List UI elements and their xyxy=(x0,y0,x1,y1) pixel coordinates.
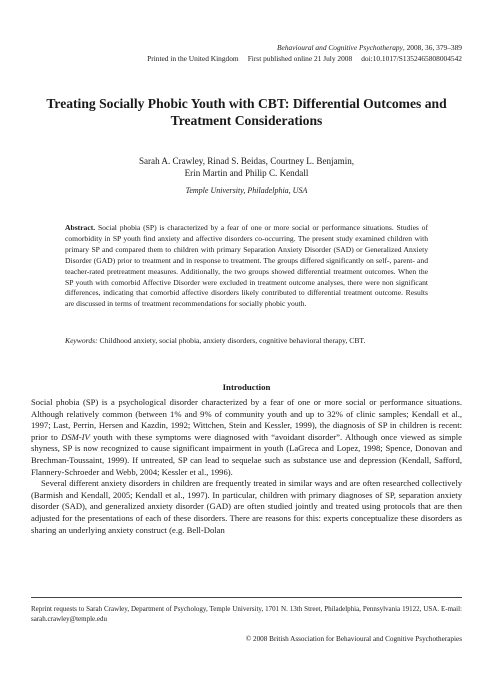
first-published: First published online 21 July 2008 xyxy=(247,54,353,63)
abstract-label: Abstract. xyxy=(65,223,96,232)
introduction-body xyxy=(31,397,462,536)
doi: doi:10.1017/S1352465808004542 xyxy=(361,54,462,63)
journal-citation xyxy=(277,43,462,53)
section-heading-introduction: Introduction xyxy=(222,382,271,392)
keywords xyxy=(65,336,428,347)
paragraph-1-text-b: youth with these symptoms were diagnosed with “avoidant disorder”. Although once viewed as simple shyness, SP is now recognized to cause significant impairment in youth (LaGreca and Lopez, 1998; Spence, Donovan and Brechman-Toussaint, 1999). If untreated, SP can lead to sequelae such as substance use and depression (Kendall, Safford, Flannery-Schroeder and Webb, 2004; Kessler et al., 1996). xyxy=(31,431,462,477)
article-title: Treating Socially Phobic Youth with CBT: Differential Outcomes and Treatment Considerations xyxy=(46,96,447,128)
abstract-text: Social phobia (SP) is characterized by a fear of one or more social or performance situations. Studies of comorbidity in SP youth find anxiety and affective disorders co-occurring. The present study examined children with primary SP and compared them to children with primary Separation Anxiety Disorder (SAD) or Generalized Anxiety Disorder (GAD) prior to treatment and in response to treatment. The groups differed significantly on self-, parent- and teacher-rated pretreatment measures. Additionally, the two groups showed differential treatment outcomes. When the SP youth with comorbid Affective Disorder were excluded in treatment outcome analyses, there were non significant differences, indicating that comorbid affective disorders likely contributed to differential treatment outcome. Results are discussed in terms of treatment recommendations for socially phobic youth. xyxy=(65,223,428,309)
journal-name: Behavioural and Cognitive Psychotherapy xyxy=(277,43,403,52)
authors-line-1: Sarah A. Crawley, Rinad S. Beidas, Courtney L. Benjamin, xyxy=(138,156,355,166)
reprint-footnote: Reprint requests to Sarah Crawley, Department of Psychology, Temple University, 1701 N. 13th Street, Philadelphia, Pennsylvania 19122, USA. E-mail: sarah.crawley@temple.edu xyxy=(31,605,462,623)
paragraph-1 xyxy=(31,397,462,478)
paragraph-2: Several different anxiety disorders in children are frequently treated in similar ways and are often researched collectively (Barmish and Kendall, 2005; Kendall et al., 1997). In particular, children with primary diagnoses of SP, separation anxiety disorder (SAD), and generalized anxiety disorder (GAD) are often studied jointly and treated using protocols that are then adjusted for the presentations of each of these disorders. There are reasons for this: experts conceptualize these disorders as sharing an underlying anxiety construct (e.g. Bell-Dolan xyxy=(31,478,462,535)
printed-in: Printed in the United Kingdom xyxy=(147,54,239,63)
footnote-rule xyxy=(31,597,462,598)
keywords-text: Childhood anxiety, social phobia, anxiety disorders, cognitive behavioral therapy, CBT. xyxy=(97,336,366,345)
keywords-label: Keywords: xyxy=(65,336,98,345)
copyright: © 2008 British Association for Behavioural and Cognitive Psychotherapies xyxy=(245,635,462,643)
abstract xyxy=(65,223,428,310)
authors xyxy=(40,155,453,179)
paragraph-1-text-a: Social phobia (SP) is a psychological disorder characterized by a fear of one or more social or performance situations. Although relatively common (between 1% and 9% of community youth and up to 32% of clinic samples; Kendall et al., 1997; Last, Perrin, Hersen and Kazdin, 1992; Wittchen, Stein and Kessler, 1999), the diagnosis of SP in children is recent: prior to xyxy=(31,397,462,442)
publication-info xyxy=(147,54,462,64)
dsm-iv: DSM-IV xyxy=(61,431,90,442)
authors-line-2: Erin Martin and Philip C. Kendall xyxy=(184,168,309,178)
affiliation: Temple University, Philadelphia, USA xyxy=(185,186,308,195)
citation-details: , 2008, 36, 379–389 xyxy=(402,43,462,52)
